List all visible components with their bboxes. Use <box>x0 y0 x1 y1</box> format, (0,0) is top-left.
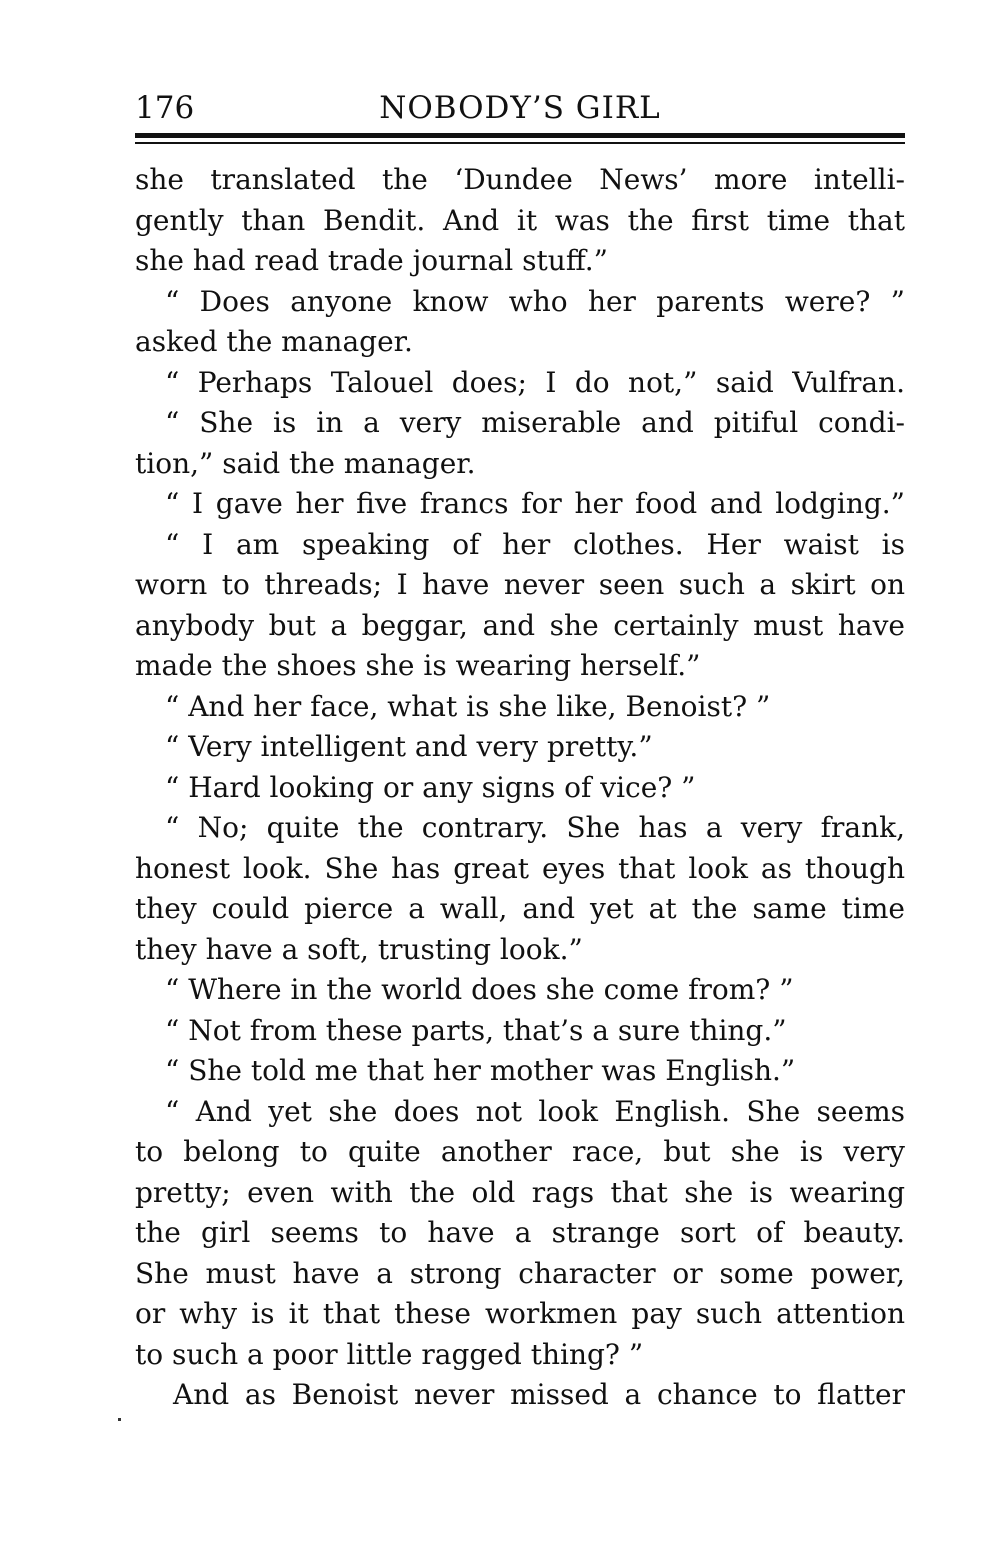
body-text <box>135 160 905 1416</box>
text-line: anybody but a beggar, and she certainly must have <box>135 608 905 642</box>
text-line: “ Hard looking or any signs of vice? ” <box>165 770 696 804</box>
text-line: “ Where in the world does she come from? ” <box>165 973 794 1006</box>
text-line: asked the manager. <box>135 325 413 358</box>
text-line: the girl seems to have a strange sort of beauty. <box>135 1216 905 1249</box>
text-line: “ Not from these parts, that’s a sure thing.” <box>165 1013 787 1047</box>
text-line: And as Benoist never missed a chance to flatter <box>173 1378 905 1411</box>
print-speck <box>118 1418 121 1421</box>
text-line: she had read trade journal stuff.” <box>135 244 608 277</box>
text-line: “ And her face, what is she like, Benoist? ” <box>165 689 771 723</box>
text-line: honest look. She has great eyes that look as though <box>135 851 905 885</box>
text-line: tion,” said the manager. <box>135 446 476 480</box>
text-line: made the shoes she is wearing herself.” <box>135 649 701 682</box>
running-head <box>135 88 905 128</box>
text-line: “ I am speaking of her clothes. Her waist is <box>165 527 905 561</box>
text-line: “ She told me that her mother was English.” <box>165 1054 796 1087</box>
text-line: they have a soft, trusting look.” <box>135 932 583 966</box>
text-line: “ I gave her five francs for her food and lodging.” <box>165 487 905 520</box>
text-line: “ No; quite the contrary. She has a very frank, <box>165 811 905 844</box>
text-line: “ She is in a very miserable and pitiful condi- <box>165 406 905 439</box>
text-line: She must have a strong character or some power, <box>135 1256 905 1290</box>
header-rule-thick <box>135 133 905 138</box>
text-line: pretty; even with the old rags that she is wearing <box>135 1175 905 1209</box>
header-rule-thin <box>135 142 905 144</box>
text-line: “ Perhaps Talouel does; I do not,” said Vulfran. <box>165 365 905 399</box>
text-line: or why is it that these workmen pay such attention <box>135 1297 905 1330</box>
text-line: they could pierce a wall, and yet at the same time <box>135 892 905 925</box>
text-line: “ And yet she does not look English. She seems <box>165 1094 905 1128</box>
text-line: she translated the ‘Dundee News’ more intelli- <box>135 163 905 196</box>
text-line: to such a poor little ragged thing? ” <box>135 1337 644 1371</box>
text-line: gently than Bendit. And it was the first time that <box>135 203 905 237</box>
text-line: “ Very intelligent and very pretty.” <box>165 730 653 763</box>
running-title: NOBODY’S GIRL <box>379 90 661 126</box>
page-number: 176 <box>135 90 195 126</box>
text-line: “ Does anyone know who her parents were? ” <box>165 284 905 318</box>
text-line: worn to threads; I have never seen such a skirt on <box>135 568 905 601</box>
text-line: to belong to quite another race, but she is very <box>135 1135 905 1168</box>
